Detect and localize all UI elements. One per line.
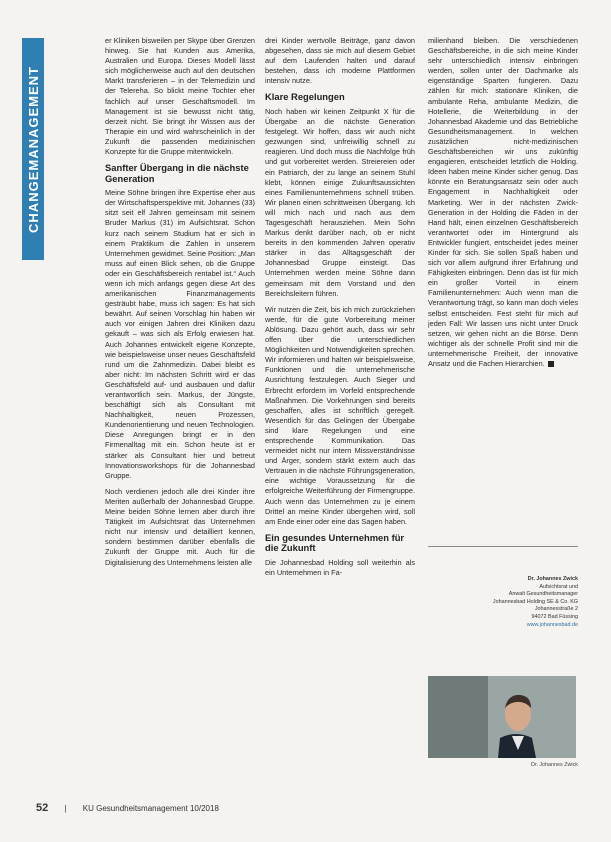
section-label-bar <box>22 38 44 260</box>
author-role: Anwalt Gesundheitsmanager <box>508 591 578 598</box>
paragraph: er Kliniken bisweilen per Skype über Grenzen hinweg. Sie hat Kunden aus Amerika, Australien und Europa. Dieses Modell lässt sich möglicherweise auch auf den deutschen Markt transferieren – in der Telemedizin und der Telereha. So blickt meine Tochter eher fachlich auf unser Geschäftsmodell. Im Management ist sie bewusst nicht tätig, derzeit nicht. Sie bringt ihr Wissen aus der Therapie ein und wird wahrscheinlich in der Zukunft die passenden medizinischen Konzepte für die Gruppe mitentwickeln. <box>105 36 255 157</box>
author-company: Johannesbad Holding SE & Co. KG <box>492 598 578 605</box>
portrait-image <box>428 676 576 758</box>
article-column-3 <box>428 36 578 536</box>
author-name: Dr. Johannes Zwick <box>527 576 578 582</box>
paragraph-text: milienhand bleiben. Die verschiedenen Geschäftsbereiche, in die sich meine Kinder sehr unterschiedlich intensiv einbringen werden, sollen unter der Dachmarke als eigenständige Sparten fungieren. Dazu zählen für mich: stationäre Kliniken, die ambulante Reha, ambulante Medizin, die Hotellerie, die Weiterbildung in der Johannesbad Akademie und das Betriebliche Gesundheitsmanagement. In welchen zusätzlichen nicht-medizinischen Geschäftsbereichen wir uns zukünftig engagieren, entscheidet letztlich die Holding. Ideen haben meine Kinder sicher genug. Das könnte ein Beratungsansatz sein oder auch Engagement in Nachhaltigkeit oder Marketing. Wer in der nächsten Zwick-Generation in der Holding die Fäden in der Hand hält, einen einzelnen Geschäftsbereich verantwortet oder im Hintergrund als Entwickler fungiert, entscheidet jedes meiner Kinder für sich. Sie sollen Spaß haben und sich vor allem aufgrund ihrer Erfahrung und Fähigkeiten einbringen. Denn das ist für mich ein großer Vorteil in einem Familienunternehmen: Auch wenn man die Verantwortung trägt, so kann man doch vieles selbst entscheiden. Fest steht für mich auf jeden Fall: Wir lassen uns nicht unter Druck setzen, wir gehen nicht an die Börse. Denn wichtiger als der schnelle Profit sind mir die unternehmerische Freiheit, der innovative Ansatz und die Fachen Hierarchien. <box>428 36 578 368</box>
author-website-link[interactable]: www.johannesbad.de <box>526 621 578 628</box>
paragraph: Meine Söhne bringen ihre Expertise eher aus der Wirtschaftsperspektive mit. Johannes (33) sitzt seit elf Jahren gemeinsam mit seinem Bruder Markus (31) im Aufsichtsrat. Schon kurz nach seinem Studium hat er sich in einem Praktikum die Zahlen in unserem Unternehmen gewidmet. Seine Position: „Man muss auf einen Blick sehen, ob die Gruppe oder ein Geschäftsbereich rentabel ist.“ Auch wenn ich mich anfangs gegen diese Art des amerikanischen Finanzmanagements gesträubt habe, muss ich sagen: Es hat sich bewährt. Auf seinen Vorschlag hin haben wir auch vor einigen Jahren drei Kliniken dazu gekauft – was sich als Erfolg erwiesen hat. Auch Johannes entwickelt eigene Konzepte, wie beispielsweise unser neues Geschäftsfeld rund um die Zahnmedizin. Dabei bleibt es aber nicht: Im nächsten Schritt wird er das Geschäftsfeld auf- und ausbauen und dafür verantwortlich sein. Markus, der Jüngste, beschäftigt sich als Consultant mit Nachhaltigkeit, neuen Prozessen, Kundenorientierung und neuen Technologien. Diese Anregungen bringt er in den Firmenalltag mit ein. Schon heute ist er stärker als Consultant hier und betreut Innovationsworkshops für die Johannesbad Gruppe. <box>105 188 255 480</box>
paragraph: Noch verdienen jedoch alle drei Kinder ihre Meriten außerhalb der Johannesbad Gruppe. Meine beiden Söhne lernen aber durch ihre Tätigkeit im Aufsichtsrat das Unternehmen nicht nur intensiv und detailliert kennen, sondern bestimmen darüber ebenfalls die Zukunft der Gruppe mit. Auch für die Digitalisierung des Unternehmens leisten alle <box>105 486 255 567</box>
paragraph: Noch haben wir keinen Zeitpunkt X für die Übergabe an die nächste Generation festgelegt. Wir hoffen, dass wir auch nicht gezwungen sind, unfreiwillig schnell zu reagieren. Und doch muss die Nachfolge früh und gut vorbereitet werden. Streiereien oder ein Patriarch, der zu lange an seinem Stuhl klebt, können einige Zukunftsaussichten eines Familienunternehmens schnell trüben. Wir planen einen schrittweisen Übergang. Ich will mich nach und nach aus dem Tagesgeschäft herausziehen. Mein Sohn Markus denkt darüber nach, ob er nicht bereits in den kommenden Jahren operativ stärker in das Alltagsgeschäft der Johannesbad Gruppe einsteigt. Das Unternehmen werden meine Söhne dann gemeinsam mit dem Vorstand und den Bereichsleitern führen. <box>265 106 415 298</box>
paragraph: Die Johannesbad Holding soll weiterhin als ein Unternehmen in Fa- <box>265 557 415 577</box>
footer-separator: | <box>64 804 67 813</box>
article-column-2 <box>265 36 415 806</box>
section-label: CHANGEMANAGEMENT <box>25 65 41 233</box>
author-role: Aufsichtsrat und <box>539 583 578 590</box>
photo-caption: Dr. Johannes Zwick <box>530 762 578 768</box>
page-number: 52 <box>36 802 49 814</box>
paragraph <box>428 36 578 369</box>
subheading: Klare Regelungen <box>265 91 345 103</box>
journal-title: KU Gesundheitsmanagement 10/2018 <box>82 804 219 813</box>
author-box <box>428 576 578 629</box>
article-column-1 <box>105 36 255 806</box>
divider <box>428 546 578 547</box>
author-city: 94072 Bad Füssing <box>531 613 578 620</box>
end-of-article-icon <box>548 361 554 367</box>
paragraph: drei Kinder wertvolle Beiträge, ganz davon abgesehen, dass sie mich auf diesem Gebiet auf dem Laufenden halten und darauf bestehen, dass ich moderne Plattformen intensiv nutze. <box>265 36 415 86</box>
author-photo <box>428 676 576 758</box>
page-footer <box>36 802 219 814</box>
author-street: Johannesstraße 2 <box>534 606 578 613</box>
paragraph: Wir nutzen die Zeit, bis ich mich zurückziehen werde, für die gute Vorbereitung meiner Ablösung. Dazu gehört auch, dass wir sehr offen über die unterschiedlichen Möglichkeiten und Notwendigkeiten sprechen. Wir informieren und halten wir beispielsweise, Funktionen und die unternehmerische Ausrichtung festzulegen. Auch Sieger und Erbrecht erfordern im Vorfeld entsprechende Maßnahmen. Die Vorkehrungen sind bereits geschaffen, alles ist schriftlich geregelt. Wesentlich für das Gelingen der Übergabe sind klare Regelungen und eine entsprechende Kommunikation. Das vermeidet nicht nur intern Missverständnisse und Ärger, sondern stärkt extern auch das Vertrauen in die nächste Führungsgeneration, eine wichtige Voraussetzung für die erfolgreiche Weiterführung der Firmengruppe. Auch wenn das Unternehmen zu je einem Drittel an meine Kinder übergehen wird, soll am Ende einer oder eine das Sagen haben. <box>265 304 415 526</box>
subheading: Ein gesundes Unternehmen für die Zukunft <box>265 531 405 554</box>
subheading: Sanfter Übergang in die nächste Generation <box>105 162 249 184</box>
